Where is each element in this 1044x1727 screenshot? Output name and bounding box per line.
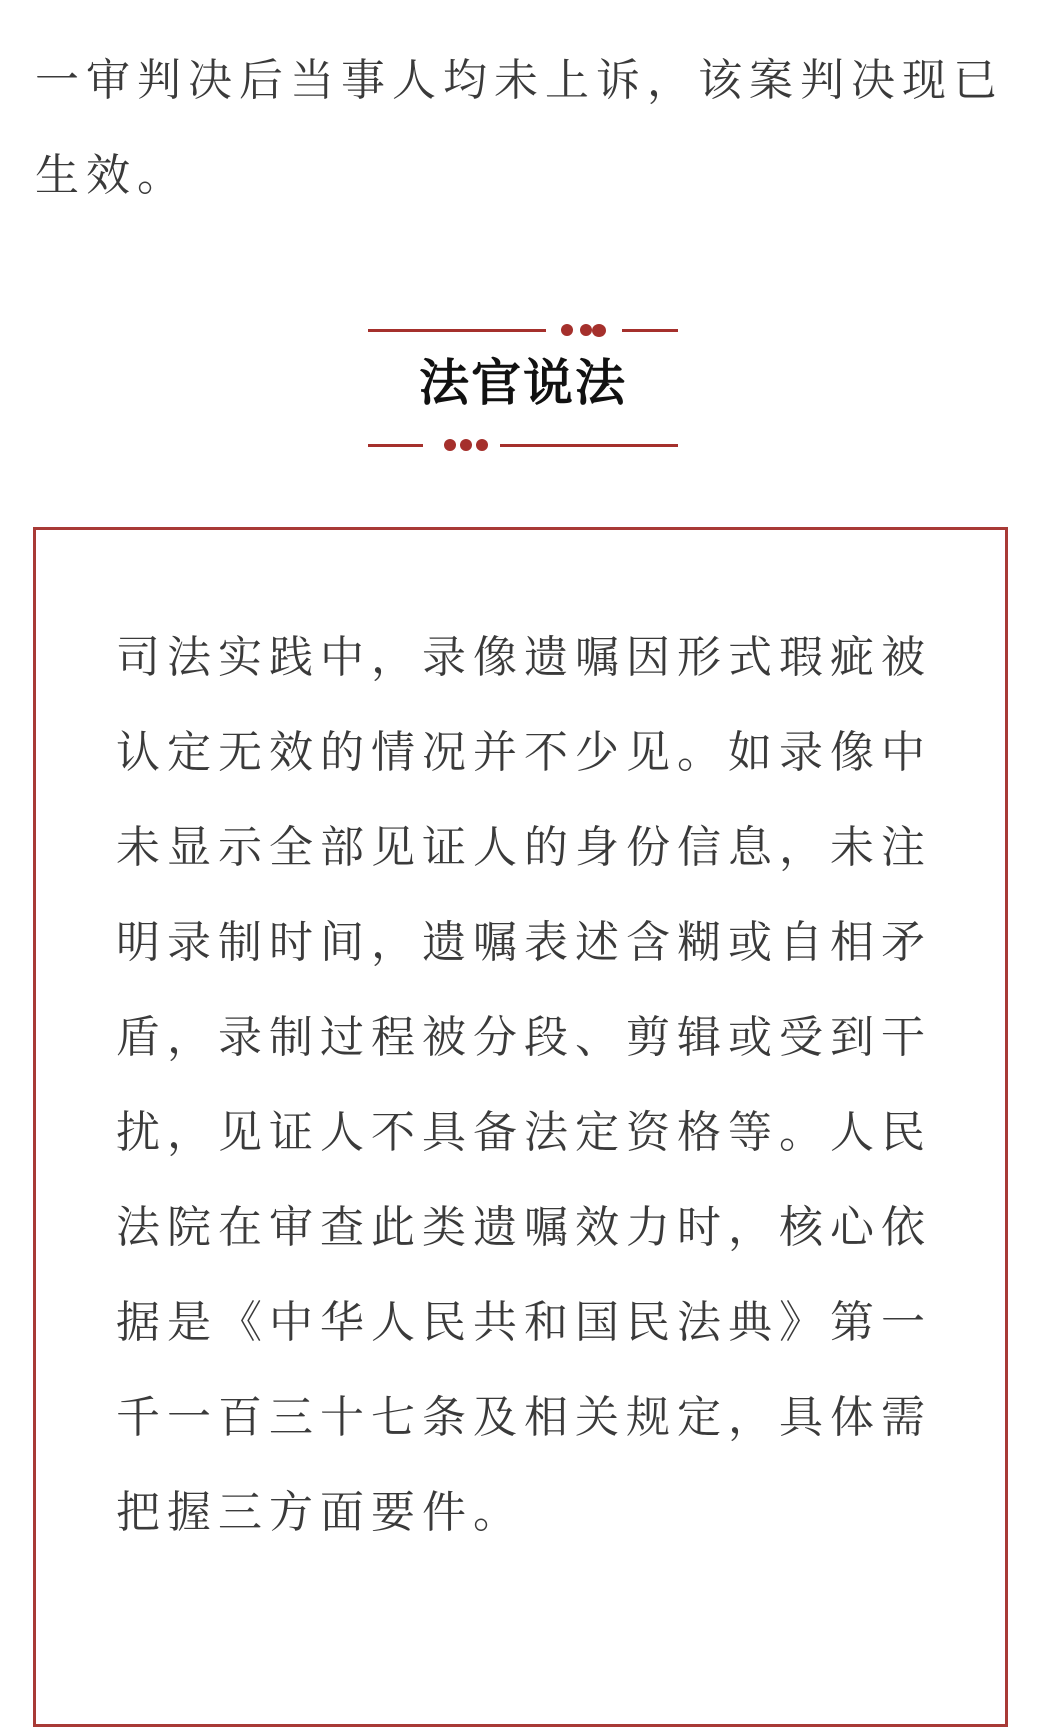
dot-icon: [460, 439, 472, 451]
divider-line: [368, 329, 546, 332]
divider-line: [368, 444, 423, 447]
intro-paragraph: 一审判决后当事人均未上诉，该案判决现已生效。: [35, 55, 1004, 201]
dot-icon: [580, 324, 592, 336]
top-divider: [368, 324, 678, 336]
dot-icon: [592, 324, 606, 337]
bottom-divider: [368, 439, 678, 451]
divider-line: [500, 444, 678, 447]
section-title: 法官说法: [419, 354, 627, 412]
judge-commentary-box: [33, 527, 1008, 1727]
section-header: [368, 318, 678, 458]
commentary-text: 司法实践中，录像遗嘱因形式瑕疵被认定无效的情况并不少见。如录像中未显示全部见证人的身份信息，未注明录制时间，遗嘱表述含糊或自相矛盾，录制过程被分段、剪辑或受到干扰，见证人不具备法定资格等。人民法院在审查此类遗嘱效力时，核心依据是《中华人民共和国民法典》第一千一百三十七条及相关规定，具体需把握三方面要件。: [116, 632, 932, 1538]
dot-icon: [561, 324, 573, 336]
dot-icon: [444, 439, 456, 451]
divider-line: [622, 329, 678, 332]
dot-icon: [476, 439, 488, 451]
